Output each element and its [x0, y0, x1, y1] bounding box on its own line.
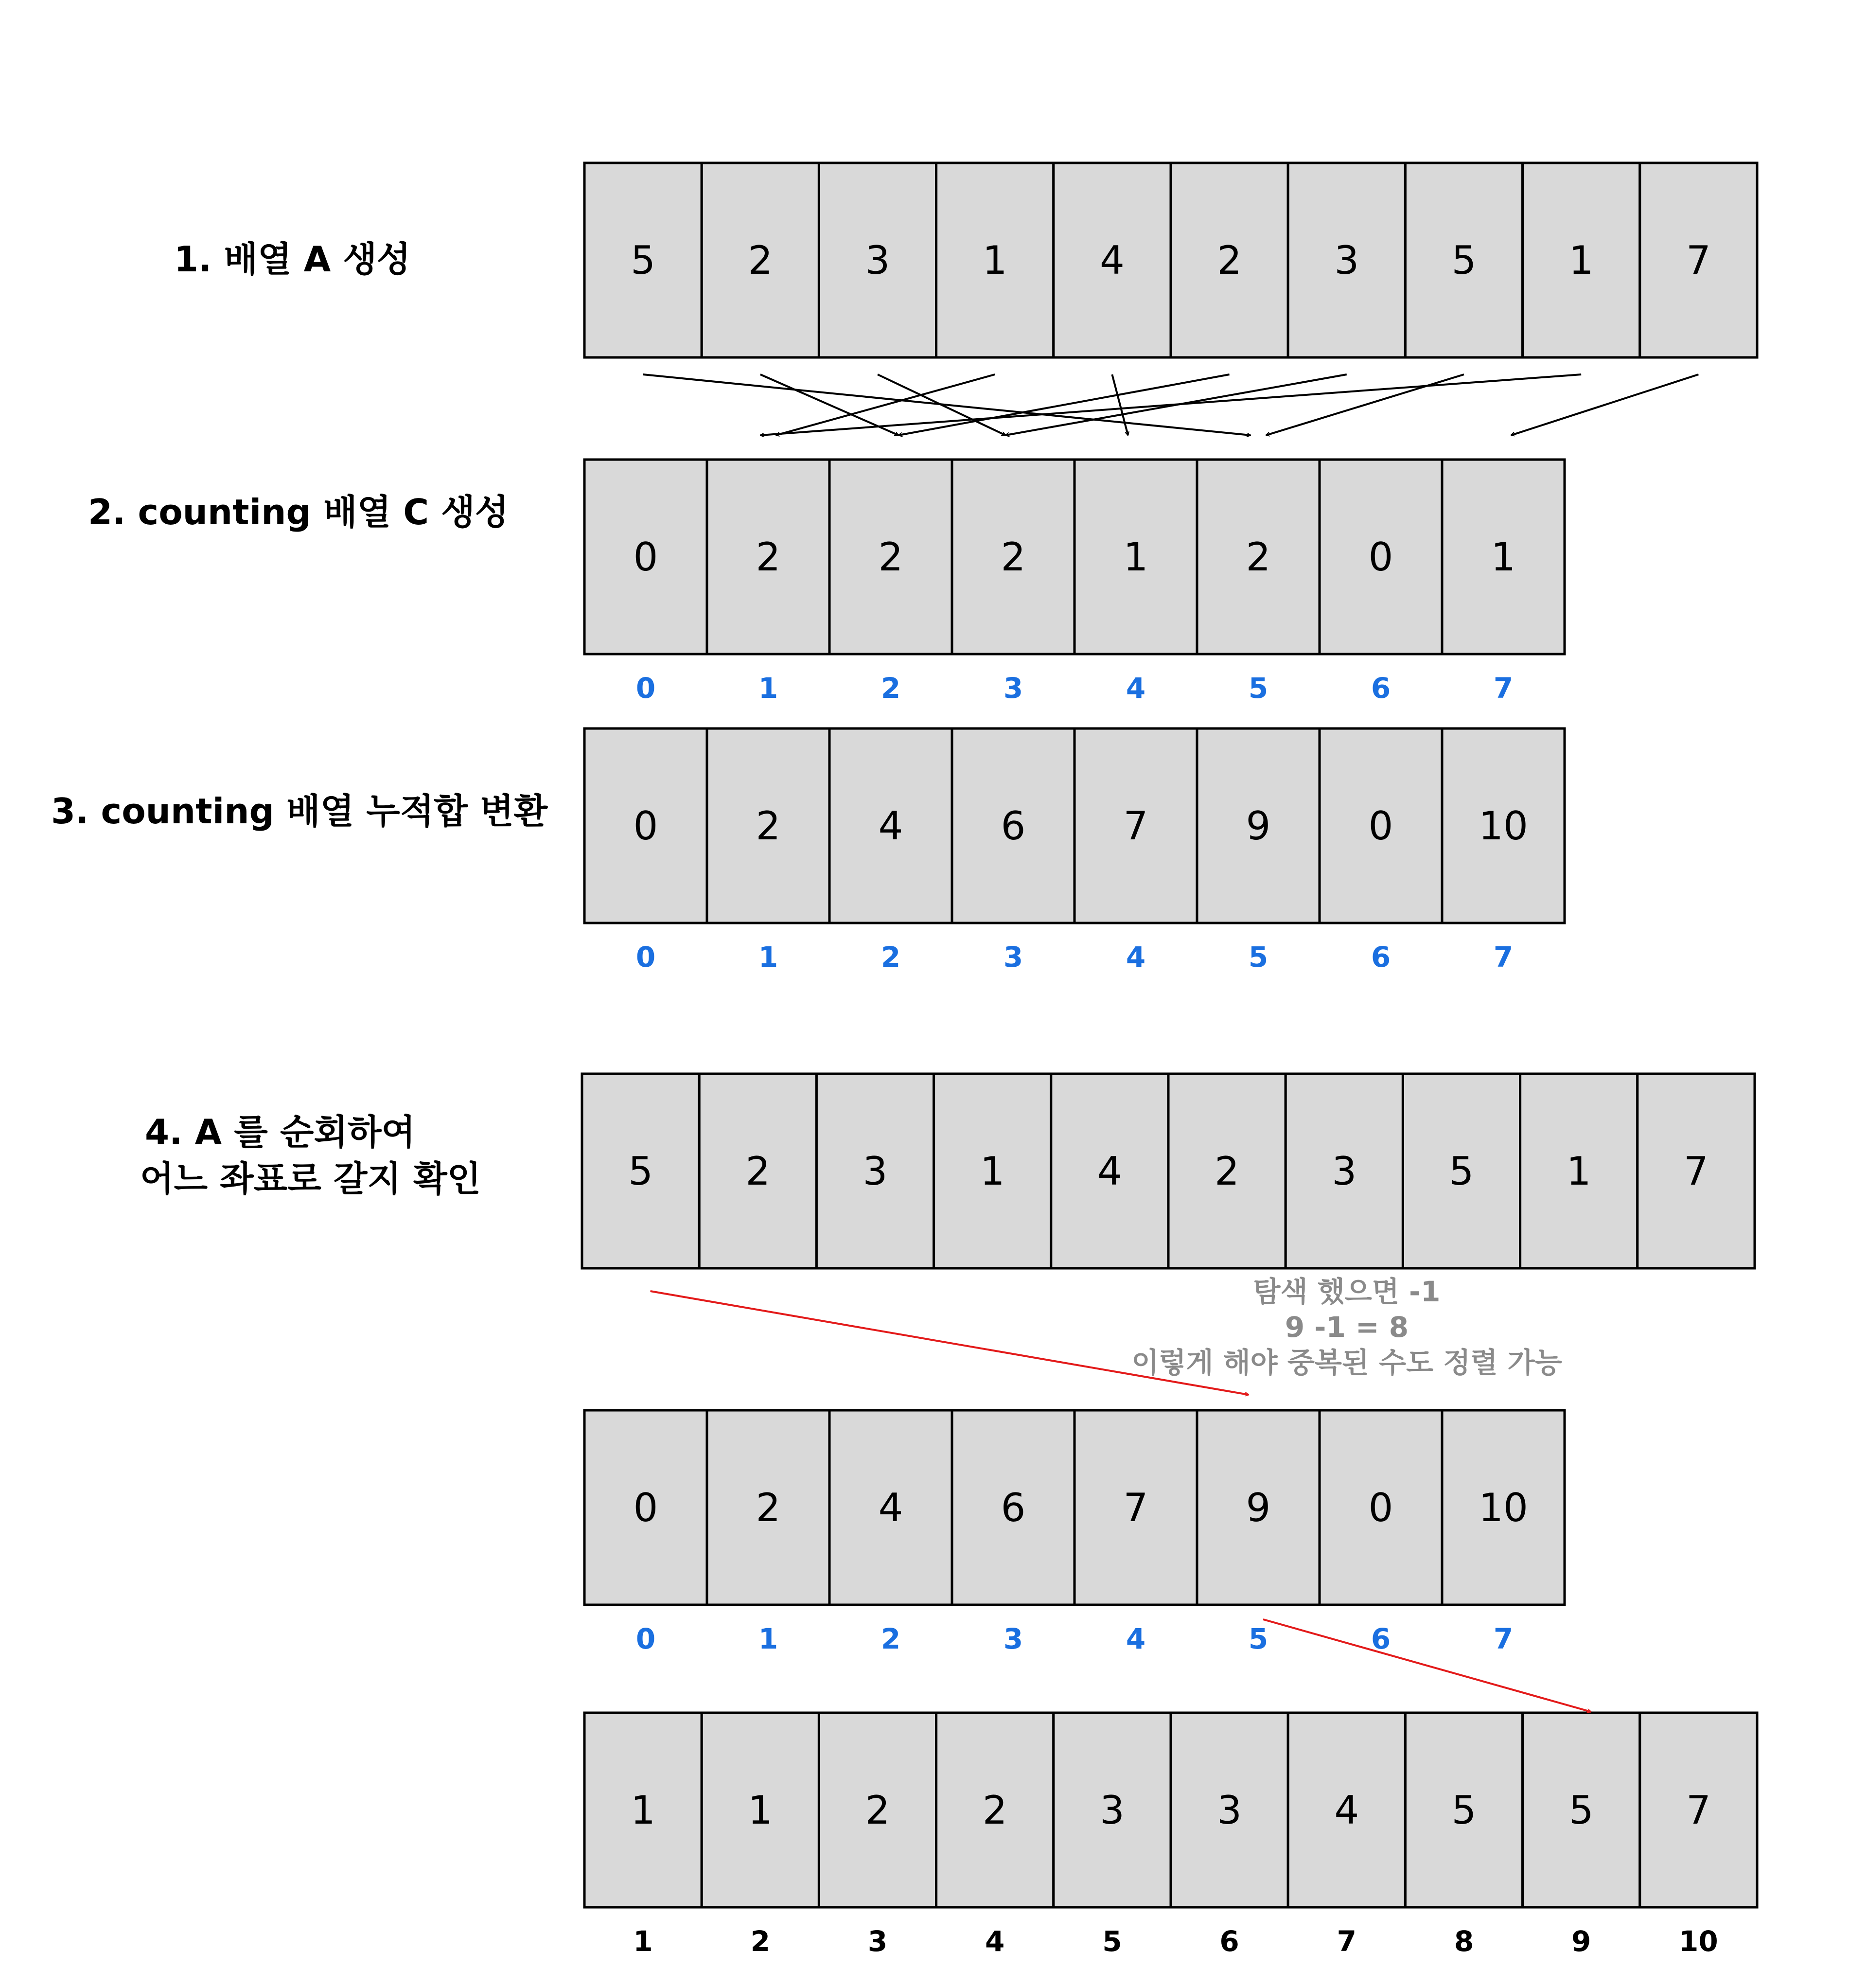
sorted-result-index-label: 4: [985, 1925, 1005, 1958]
sorted-result-value: 3: [1217, 1788, 1242, 1833]
step-3-label: [51, 788, 547, 834]
counting-c-index-label: 0: [635, 672, 656, 705]
array-a-value: 5: [631, 238, 656, 283]
step-4-text-line1: 4. A 를 순회하여: [145, 1112, 416, 1153]
note-line-2: 9 -1 = 8: [1285, 1311, 1409, 1344]
cumulative-c-value: 0: [1368, 803, 1393, 849]
sorted-result-index-label: 5: [1102, 1925, 1122, 1958]
sorted-result-index-label: 8: [1454, 1925, 1474, 1958]
array-a-value: 2: [748, 238, 773, 283]
cumulative-c-value: 10: [1479, 803, 1528, 849]
array-a-array: [584, 163, 1757, 357]
cumulative-c-array: [584, 728, 1565, 923]
cumulative-c-index-label: 5: [1248, 941, 1268, 974]
cumulative-c-index-label: 2: [881, 941, 901, 974]
cumulative-c-repeat-index-label: 2: [881, 1622, 901, 1655]
counting-c-array: [584, 460, 1565, 654]
sorted-result-value: 1: [631, 1788, 656, 1833]
array-a-value: 4: [1099, 238, 1125, 283]
cumulative-c-repeat-value: 2: [756, 1485, 781, 1530]
cumulative-c-repeat-value: 6: [1001, 1485, 1026, 1530]
cumulative-c-repeat-array: [584, 1410, 1565, 1605]
sorted-result-index-label: 10: [1679, 1925, 1718, 1958]
step-4-text-line2: 어느 좌표로 갈지 확인: [140, 1158, 481, 1199]
array-a-repeat-value: 2: [745, 1149, 771, 1194]
mapping-arrow: [1112, 374, 1128, 435]
cumulative-c-index-label: 0: [635, 941, 656, 974]
cumulative-c-repeat-indices: [636, 1622, 1513, 1655]
cumulative-c-value: 6: [1001, 803, 1026, 849]
counting-c-value: 2: [1246, 534, 1271, 580]
note-line-3: 이렇게 해야 중복된 수도 정렬 가능: [1131, 1346, 1562, 1379]
counting-c-value: 2: [756, 534, 781, 580]
sorted-result-value: 5: [1451, 1788, 1477, 1833]
cumulative-c-value: 4: [878, 803, 903, 849]
counting-c-value: 0: [633, 534, 658, 580]
sorted-result-index-label: 3: [867, 1925, 888, 1958]
cumulative-c-repeat-value: 9: [1246, 1485, 1271, 1530]
array-a-repeat-value: 3: [1332, 1149, 1357, 1194]
sorted-result-indices: [633, 1925, 1718, 1958]
array-a-repeat-value: 5: [628, 1149, 653, 1194]
array-a-repeat-value: 1: [980, 1149, 1005, 1194]
cumulative-c-repeat-value: 0: [1368, 1485, 1393, 1530]
array-a-value: 7: [1686, 238, 1711, 283]
step-1-label: [174, 236, 411, 283]
cumulative-c-repeat-index-label: 0: [635, 1622, 656, 1655]
array-a-value: 5: [1451, 238, 1477, 283]
cumulative-c-index-label: 4: [1126, 941, 1146, 974]
counting-c-index-label: 4: [1126, 672, 1146, 705]
step-4-label: [140, 1109, 481, 1202]
cumulative-c-value: 9: [1246, 803, 1271, 849]
cumulative-c-repeat-index-label: 4: [1126, 1622, 1146, 1655]
counting-c-indices: [636, 672, 1513, 705]
counting-c-value: 2: [878, 534, 903, 580]
counting-c-value: 0: [1368, 534, 1393, 580]
counting-c-index-label: 2: [881, 672, 901, 705]
cumulative-c-index-label: 6: [1371, 941, 1391, 974]
sorted-result-value: 1: [748, 1788, 773, 1833]
cumulative-c-repeat-value: 7: [1123, 1485, 1148, 1530]
sorted-result-index-label: 1: [633, 1925, 653, 1958]
cumulative-c-repeat-index-label: 7: [1493, 1622, 1514, 1655]
array-a-value: 3: [1334, 238, 1359, 283]
cumulative-c-value: 7: [1123, 803, 1148, 849]
sorted-result-value: 4: [1334, 1788, 1359, 1833]
counting-c-index-label: 1: [758, 672, 778, 705]
step-2-label: [88, 489, 509, 535]
counting-c-index-label: 3: [1003, 672, 1023, 705]
step-1-text: 1. 배열 A 생성: [174, 239, 411, 280]
cumulative-c-index-label: 7: [1493, 941, 1514, 974]
placement-arrow: [1263, 1619, 1591, 1712]
array-a-value: 1: [982, 238, 1007, 283]
cumulative-c-repeat-index-label: 1: [758, 1622, 778, 1655]
sorted-result-value: 3: [1099, 1788, 1125, 1833]
array-a-repeat-value: 5: [1449, 1149, 1474, 1194]
counting-c-index-label: 6: [1371, 672, 1391, 705]
sorted-result-index-label: 6: [1219, 1925, 1239, 1958]
sorted-result-index-label: 7: [1337, 1925, 1356, 1958]
sorted-result-value: 7: [1686, 1788, 1711, 1833]
array-a-value: 1: [1568, 238, 1594, 283]
array-a-value: 3: [865, 238, 890, 283]
step-2-text: 2. counting 배열 C 생성: [88, 492, 509, 532]
sorted-result-value: 2: [865, 1788, 890, 1833]
array-a-repeat-value: 3: [863, 1149, 888, 1194]
array-a-value: 2: [1217, 238, 1242, 283]
cumulative-c-repeat-value: 0: [633, 1485, 658, 1530]
counting-c-value: 1: [1491, 534, 1516, 580]
counting-c-index-label: 5: [1248, 672, 1268, 705]
cumulative-c-repeat-index-label: 5: [1248, 1622, 1268, 1655]
sorted-result-index-label: 9: [1571, 1925, 1591, 1958]
array-a-repeat-value: 4: [1097, 1149, 1122, 1194]
array-a-repeat-value: 7: [1683, 1149, 1708, 1194]
cumulative-c-repeat-value: 10: [1479, 1485, 1528, 1530]
cumulative-c-indices: [636, 941, 1513, 974]
cumulative-c-repeat-index-label: 3: [1003, 1622, 1023, 1655]
cumulative-c-index-label: 1: [758, 941, 778, 974]
array-a-repeat-value: 1: [1566, 1149, 1591, 1194]
array-a-repeat-array: [582, 1074, 1755, 1268]
sorted-result-value: 5: [1568, 1788, 1594, 1833]
cumulative-c-value: 2: [756, 803, 781, 849]
cumulative-c-repeat-value: 4: [878, 1485, 903, 1530]
sorted-result-value: 2: [982, 1788, 1007, 1833]
sorted-result-array: [584, 1713, 1757, 1907]
step-3-text: 3. counting 배열 누적합 변환: [51, 791, 548, 832]
counting-c-value: 1: [1123, 534, 1148, 580]
mapping-arrow: [1511, 374, 1698, 435]
cumulative-c-index-label: 3: [1003, 941, 1023, 974]
counting-c-value: 2: [1001, 534, 1026, 580]
cumulative-c-repeat-index-label: 6: [1371, 1622, 1391, 1655]
mapping-arrow: [878, 374, 1005, 435]
note-line-1: 탐색 했으면 -1: [1253, 1275, 1441, 1308]
sorted-result-index-label: 2: [750, 1925, 770, 1958]
decrement-note: [1021, 1274, 1673, 1381]
cumulative-c-value: 0: [633, 803, 658, 849]
counting-c-index-label: 7: [1493, 672, 1514, 705]
array-a-repeat-value: 2: [1215, 1149, 1240, 1194]
